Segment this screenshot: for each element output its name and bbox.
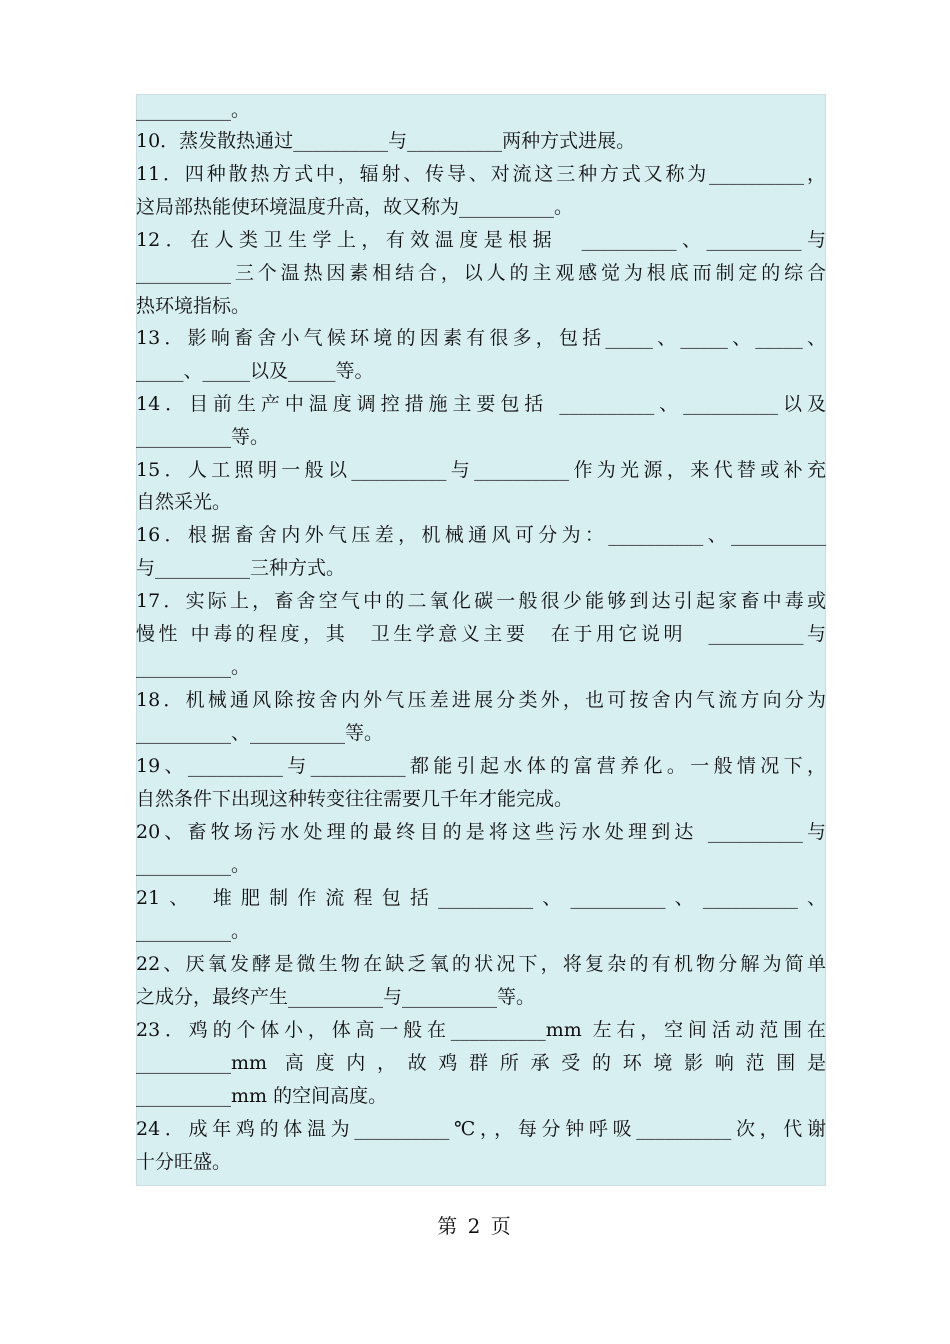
text-line: 十分旺盛。: [136, 1151, 232, 1173]
text-line: 15．人工照明一般以__________与__________作为光源，来代替或补充: [136, 459, 826, 481]
text-line: __________mm 的空间高度。: [136, 1085, 388, 1107]
text-line: 18．机械通风除按舍内外气压差进展分类外，也可按舍内气流方向分为: [136, 689, 826, 711]
text-line: 12．在人类卫生学上，有效温度是根据 __________、__________与: [136, 229, 826, 251]
text-line: 慢性 中毒的程度，其 卫生学意义主要 在于用它说明 __________与: [136, 623, 826, 645]
text-line: 自然条件下出现这种转变往往需要几千年才能完成。: [136, 788, 574, 810]
text-line: 21、 堆肥制作流程包括__________、__________、__________、: [136, 887, 826, 909]
text-line: 这局部热能使环境温度升高，故又称为__________。: [136, 196, 574, 218]
text-line: __________三个温热因素相结合，以人的主观感觉为根底而制定的综合: [136, 262, 826, 284]
text-line: __________mm 高度内，故鸡群所承受的环境影响范围是: [136, 1052, 826, 1074]
text-line: 热环境指标。: [136, 295, 251, 317]
text-line: __________。: [136, 99, 251, 121]
text-line: _____、_____以及_____等。: [136, 360, 374, 382]
text-line: 23．鸡的个体小，体高一般在__________mm 左右，空间活动范围在: [136, 1019, 826, 1041]
text-line: __________、__________等。: [136, 722, 384, 744]
text-line: __________。: [136, 854, 251, 876]
text-line: __________。: [136, 656, 251, 678]
text-line: 与__________三种方式。: [136, 557, 346, 579]
page-number: 第 2 页: [437, 1214, 513, 1238]
text-line: __________等。: [136, 426, 270, 448]
text-line: 14．目前生产中温度调控措施主要包括 __________、__________以及: [136, 393, 826, 415]
text-line: 22、厌氧发酵是微生物在缺乏氧的状况下，将复杂的有机物分解为简单: [136, 953, 826, 975]
text-line: 20、畜牧场污水处理的最终目的是将这些污水处理到达 __________与: [136, 821, 826, 843]
text-line: 19、__________与__________都能引起水体的富营养化。一般情况下，: [136, 755, 826, 777]
text-line: 11．四种散热方式中，辐射、传导、对流这三种方式又称为__________，: [136, 163, 826, 185]
text-line: 之成分，最终产生__________与__________等。: [136, 986, 536, 1008]
text-line: __________。: [136, 920, 251, 942]
text-line: 24．成年鸡的体温为__________℃，，每分钟呼吸__________次，代谢: [136, 1118, 826, 1140]
text-line: 13．影响畜舍小气候环境的因素有很多，包括_____、_____、_____、: [136, 327, 826, 349]
text-line: 自然采光。: [136, 491, 232, 513]
text-line: 16．根据畜舍内外气压差，机械通风可分为：__________、__________: [136, 524, 826, 546]
text-line: 10．蒸发散热通过__________与__________两种方式进展。: [136, 130, 636, 152]
text-line: 17．实际上，畜舍空气中的二氧化碳一般很少能够到达引起家畜中毒或: [136, 590, 826, 612]
